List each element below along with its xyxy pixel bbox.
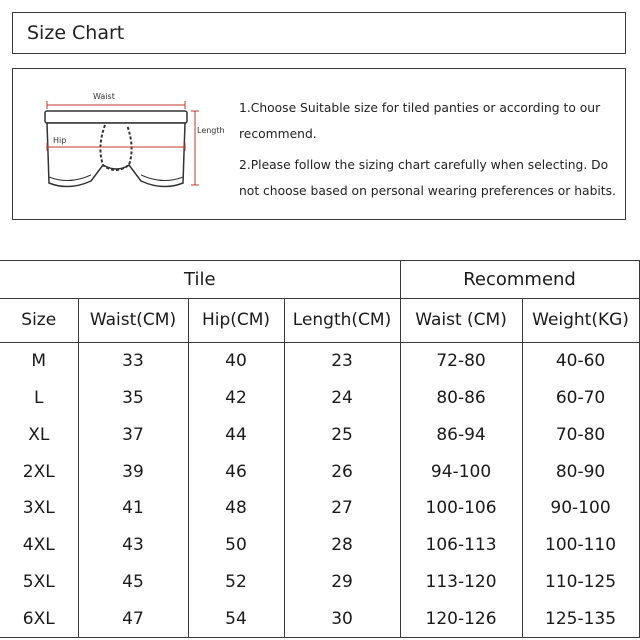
cell-hip: 44 [188, 417, 284, 454]
cell-rec-waist: 72-80 [400, 343, 522, 380]
instruction-2: 2.Please follow the sizing chart carefully when selecting. Do not choose based on personal wearing preferences or habits. [239, 158, 616, 198]
cell-rec-waist: 113-120 [400, 563, 522, 600]
col-header-hip: Hip(CM) [188, 298, 284, 342]
cell-size: 3XL [0, 490, 78, 527]
cell-weight: 40-60 [522, 343, 639, 380]
cell-hip: 40 [188, 343, 284, 380]
cell-length: 26 [284, 453, 400, 490]
col-header-rec-waist: Waist (CM) [400, 298, 522, 342]
info-box [12, 68, 626, 220]
cell-length: 24 [284, 380, 400, 417]
cell-hip: 42 [188, 380, 284, 417]
group-header-row [0, 261, 639, 299]
cell-hip: 52 [188, 563, 284, 600]
cell-rec-waist: 100-106 [400, 490, 522, 527]
column-header-row [0, 298, 639, 342]
cell-length: 27 [284, 490, 400, 527]
cell-waist: 43 [78, 527, 188, 564]
cell-rec-waist: 120-126 [400, 600, 522, 637]
cell-length: 23 [284, 343, 400, 380]
cell-weight: 125-135 [522, 600, 639, 637]
table-row [0, 417, 639, 454]
col-header-size: Size [0, 298, 78, 342]
cell-size: 2XL [0, 453, 78, 490]
cell-waist: 47 [78, 600, 188, 637]
group-header-tile: Tile [0, 261, 400, 299]
cell-weight: 90-100 [522, 490, 639, 527]
cell-size: 6XL [0, 600, 78, 637]
cell-weight: 80-90 [522, 453, 639, 490]
table-row [0, 527, 639, 564]
cell-weight: 70-80 [522, 417, 639, 454]
table-row [0, 453, 639, 490]
cell-rec-waist: 94-100 [400, 453, 522, 490]
table-row [0, 563, 639, 600]
cell-rec-waist: 80-86 [400, 380, 522, 417]
cell-rec-waist: 106-113 [400, 527, 522, 564]
cell-waist: 35 [78, 380, 188, 417]
table-row [0, 380, 639, 417]
cell-weight: 110-125 [522, 563, 639, 600]
cell-length: 30 [284, 600, 400, 637]
col-header-weight: Weight(KG) [522, 298, 639, 342]
col-header-length: Length(CM) [284, 298, 400, 342]
cell-size: 5XL [0, 563, 78, 600]
waist-label: Waist [93, 92, 115, 101]
instruction-1: 1.Choose Suitable size for tiled panties or according to our recommend. [239, 101, 601, 141]
cell-size: L [0, 380, 78, 417]
cell-length: 28 [284, 527, 400, 564]
cell-hip: 50 [188, 527, 284, 564]
cell-length: 25 [284, 417, 400, 454]
size-table [0, 260, 640, 638]
col-header-waist: Waist(CM) [78, 298, 188, 342]
cell-size: M [0, 343, 78, 380]
length-label: Length [197, 126, 225, 135]
cell-size: XL [0, 417, 78, 454]
table-row [0, 490, 639, 527]
cell-length: 29 [284, 563, 400, 600]
hip-label: Hip [53, 136, 67, 145]
cell-weight: 100-110 [522, 527, 639, 564]
page-title: Size Chart [27, 22, 125, 44]
cell-size: 4XL [0, 527, 78, 564]
group-header-recommend: Recommend [400, 261, 639, 299]
title-box [12, 12, 626, 54]
cell-waist: 39 [78, 453, 188, 490]
cell-hip: 54 [188, 600, 284, 637]
instructions [239, 95, 623, 209]
underwear-diagram [33, 85, 233, 205]
table-row [0, 600, 639, 637]
table-row [0, 343, 639, 380]
cell-weight: 60-70 [522, 380, 639, 417]
cell-waist: 41 [78, 490, 188, 527]
cell-hip: 48 [188, 490, 284, 527]
cell-waist: 45 [78, 563, 188, 600]
cell-rec-waist: 86-94 [400, 417, 522, 454]
cell-waist: 33 [78, 343, 188, 380]
cell-hip: 46 [188, 453, 284, 490]
cell-waist: 37 [78, 417, 188, 454]
